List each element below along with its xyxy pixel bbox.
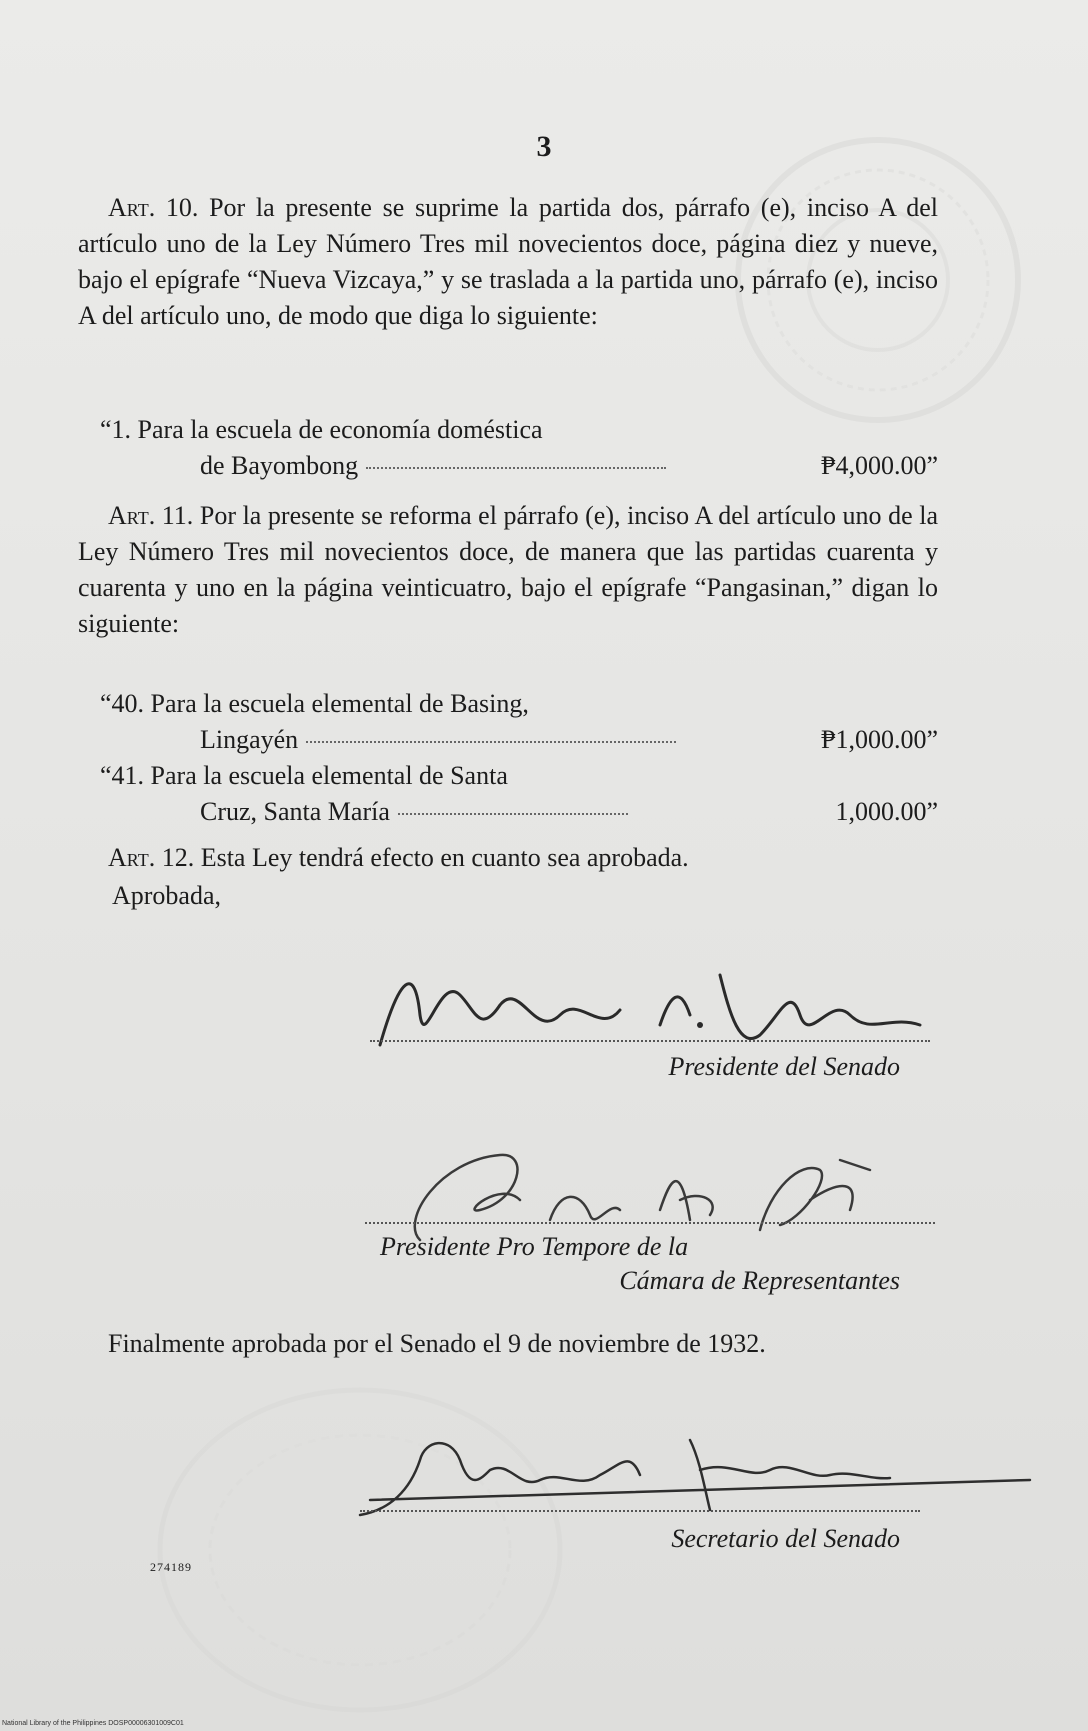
- article-label: Art.: [108, 843, 156, 872]
- article-label: Art.: [108, 193, 156, 222]
- final-approval-text: Finalmente aprobada por el Senado el 9 de noviembre de 1932.: [108, 1329, 766, 1358]
- article-10-text: 10. Por la presente se suprime la partida dos, párrafo (e), inciso A del artículo uno de la Ley Número Tres mil novecientos doce, página diez y nueve, bajo el epígrafe “Nueva Vizcaya,” y se traslada a la partida uno, párrafo (e), inciso A del artículo uno, de modo que diga lo siguiente:: [78, 193, 938, 330]
- signature-secretario: [330, 1420, 1070, 1530]
- article-11-text: 11. Por la presente se reforma el párrafo (e), inciso A del artículo uno de la Ley Número Tres mil novecientos doce, de manera que las partidas cuarenta y cuarenta y uno en la página veinticuatro, bajo el epígrafe “Pangasinan,” digan lo siguiente:: [78, 501, 938, 638]
- article-12-text: 12. Esta Ley tendrá efecto en cuanto sea aprobada.: [155, 843, 689, 872]
- budget-item-1: [100, 412, 938, 484]
- signature-line: [360, 1510, 920, 1512]
- item-40-line2: Lingayén: [200, 725, 299, 754]
- article-12: [78, 840, 938, 876]
- dot-leader: [398, 813, 628, 815]
- dot-leader: [366, 467, 666, 469]
- signature-line: [365, 1222, 935, 1224]
- document-number: 274189: [150, 1560, 192, 1574]
- item-41-amount: 1,000.00”: [835, 797, 938, 826]
- item-1-line1: “1. Para la escuela de economía doméstica: [100, 415, 543, 444]
- page-number: 3: [536, 130, 552, 163]
- signature-title-camara-line1: Presidente Pro Tempore de la: [380, 1232, 689, 1261]
- item-41-line1: “41. Para la escuela elemental de Santa: [100, 761, 508, 790]
- item-41-line2: Cruz, Santa María: [200, 797, 390, 826]
- article-11: [78, 498, 938, 642]
- budget-item-40: [100, 686, 938, 758]
- signature-line: [370, 1040, 930, 1042]
- item-40-amount: ₱1,000.00”: [821, 725, 938, 754]
- signature-title-secretario: Secretario del Senado: [671, 1524, 900, 1553]
- item-1-line2: de Bayombong: [200, 451, 359, 480]
- article-10: [78, 190, 938, 334]
- dot-leader: [306, 741, 676, 743]
- footer-archive-credit: National Library of the Philippines DOSP00006301009C01: [2, 1720, 184, 1727]
- final-approval: [78, 1326, 938, 1362]
- signature-title-senado: Presidente del Senado: [668, 1052, 900, 1081]
- item-40-line1: “40. Para la escuela elemental de Basing,: [100, 689, 529, 718]
- signature-presidente-senado: [360, 955, 940, 1065]
- article-label: Art.: [108, 501, 156, 530]
- aprobada-label: Aprobada,: [112, 881, 222, 910]
- item-1-amount: ₱4,000.00”: [821, 451, 938, 480]
- signature-title-camara-line2: Cámara de Representantes: [619, 1266, 900, 1295]
- budget-item-41: [100, 758, 938, 830]
